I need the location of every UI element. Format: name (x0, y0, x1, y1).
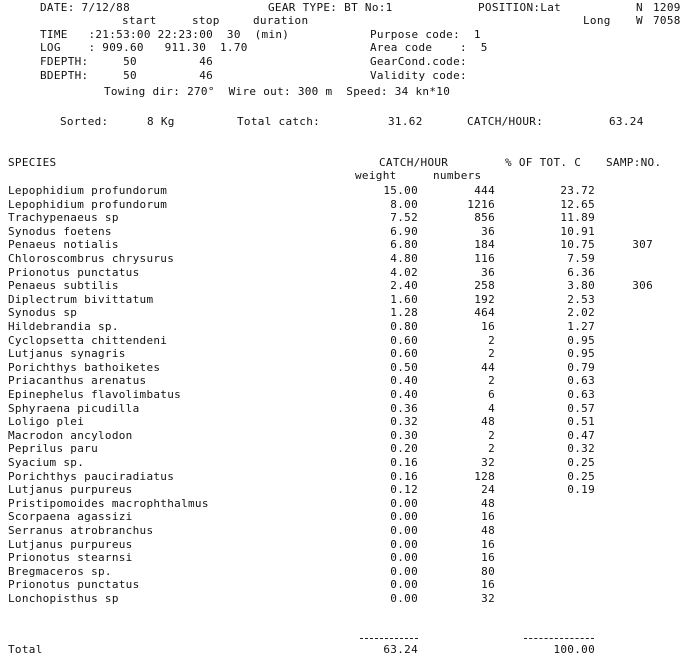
total-pct: 100.00 (553, 643, 595, 656)
row-species: Lutjanus synagris (8, 347, 126, 360)
row-numbers: 184 (474, 238, 495, 251)
row-weight: 0.00 (390, 551, 418, 564)
row-weight: 0.80 (390, 320, 418, 333)
row-numbers: 48 (481, 497, 495, 510)
row-weight: 6.80 (390, 238, 418, 251)
row-pct: 11.89 (560, 211, 595, 224)
row-numbers: 16 (481, 538, 495, 551)
row-weight: 0.12 (390, 483, 418, 496)
row-pct: 23.72 (560, 184, 595, 197)
row-numbers: 48 (481, 524, 495, 537)
header-fdepth-line: FDEPTH: 50 46 (40, 55, 214, 68)
row-pct: 0.63 (567, 388, 595, 401)
row-pct: 6.36 (567, 266, 595, 279)
row-pct: 12.65 (560, 198, 595, 211)
row-species: Porichthys pauciradiatus (8, 470, 175, 483)
row-pct: 2.02 (567, 306, 595, 319)
row-species: Chloroscombrus chrysurus (8, 252, 175, 265)
header-lat-value: 1209 (653, 1, 681, 14)
row-pct: 7.59 (567, 252, 595, 265)
row-species: Lutjanus purpureus (8, 483, 133, 496)
row-numbers: 48 (481, 415, 495, 428)
row-species: Epinephelus flavolimbatus (8, 388, 182, 401)
row-weight: 0.50 (390, 361, 418, 374)
row-species: Serranus atrobranchus (8, 524, 154, 537)
row-numbers: 856 (474, 211, 495, 224)
row-numbers: 24 (481, 483, 495, 496)
table-header-catch-hour: CATCH/HOUR (379, 156, 449, 169)
row-numbers: 16 (481, 320, 495, 333)
row-weight: 0.00 (390, 497, 418, 510)
row-numbers: 16 (481, 551, 495, 564)
row-weight: 0.00 (390, 538, 418, 551)
row-weight: 0.16 (390, 470, 418, 483)
row-species: Syacium sp. (8, 456, 85, 469)
row-pct: 0.47 (567, 429, 595, 442)
row-species: Porichthys bathoiketes (8, 361, 161, 374)
row-pct: 0.25 (567, 456, 595, 469)
row-weight: 8.00 (390, 198, 418, 211)
row-weight: 4.02 (390, 266, 418, 279)
header-bdepth-line: BDEPTH: 50 46 (40, 69, 214, 82)
summary-cph-value: 63.24 (609, 115, 644, 128)
row-species: Synodus sp (8, 306, 78, 319)
row-pct: 0.51 (567, 415, 595, 428)
row-species: Prionotus punctatus (8, 578, 140, 591)
header-col-start: start (122, 14, 157, 27)
row-weight: 1.28 (390, 306, 418, 319)
row-species: Penaeus notialis (8, 238, 119, 251)
total-weight: 63.24 (383, 643, 418, 656)
row-species: Lepophidium profundorum (8, 198, 168, 211)
row-weight: 0.32 (390, 415, 418, 428)
total-weight-rule (360, 638, 418, 639)
row-numbers: 36 (481, 225, 495, 238)
row-pct: 0.79 (567, 361, 595, 374)
row-species: Macrodon ancylodon (8, 429, 133, 442)
header-towing-line: Towing dir: 270° Wire out: 300 m Speed: 34 kn*10 (104, 85, 451, 98)
table-header-sample-no: SAMP:NO. (606, 156, 662, 169)
summary-total-value: 31.62 (388, 115, 423, 128)
row-weight: 7.52 (390, 211, 418, 224)
row-numbers: 464 (474, 306, 495, 319)
summary-sorted-label: Sorted: (60, 115, 109, 128)
row-species: Sphyraena picudilla (8, 402, 140, 415)
row-pct: 0.95 (567, 347, 595, 360)
row-numbers: 4 (488, 402, 495, 415)
row-numbers: 1216 (467, 198, 495, 211)
header-area-code: Area code : 5 (370, 41, 488, 54)
header-lat-hemisphere: N (636, 1, 643, 14)
row-numbers: 2 (488, 334, 495, 347)
header-time-line: TIME :21:53:00 22:23:00 30 (min) (40, 28, 290, 41)
row-numbers: 116 (474, 252, 495, 265)
row-pct: 2.53 (567, 293, 595, 306)
row-sample-no: 306 (632, 279, 653, 292)
row-species: Penaeus subtilis (8, 279, 119, 292)
row-numbers: 6 (488, 388, 495, 401)
row-weight: 0.00 (390, 524, 418, 537)
row-weight: 0.40 (390, 374, 418, 387)
row-pct: 0.25 (567, 470, 595, 483)
row-weight: 0.30 (390, 429, 418, 442)
row-weight: 0.20 (390, 442, 418, 455)
row-weight: 0.60 (390, 334, 418, 347)
row-species: Cyclopsetta chittendeni (8, 334, 168, 347)
row-species: Peprilus paru (8, 442, 98, 455)
row-numbers: 80 (481, 565, 495, 578)
row-species: Bregmaceros sp. (8, 565, 112, 578)
row-species: Trachypenaeus sp (8, 211, 119, 224)
row-weight: 4.80 (390, 252, 418, 265)
row-species: Prionotus punctatus (8, 266, 140, 279)
row-numbers: 444 (474, 184, 495, 197)
row-species: Prionotus stearnsi (8, 551, 133, 564)
table-header-pct-total: % OF TOT. C (505, 156, 582, 169)
header-date: DATE: 7/12/88 (40, 1, 130, 14)
row-numbers: 2 (488, 442, 495, 455)
row-numbers: 32 (481, 592, 495, 605)
row-numbers: 128 (474, 470, 495, 483)
summary-total-label: Total catch: (237, 115, 321, 128)
summary-cph-label: CATCH/HOUR: (467, 115, 544, 128)
row-pct: 0.95 (567, 334, 595, 347)
row-pct: 3.80 (567, 279, 595, 292)
row-numbers: 44 (481, 361, 495, 374)
total-label: Total (8, 643, 43, 656)
row-species: Lonchopisthus sp (8, 592, 119, 605)
row-numbers: 32 (481, 456, 495, 469)
row-weight: 0.00 (390, 565, 418, 578)
row-pct: 0.19 (567, 483, 595, 496)
row-species: Pristipomoides macrophthalmus (8, 497, 209, 510)
row-numbers: 2 (488, 347, 495, 360)
row-weight: 0.60 (390, 347, 418, 360)
summary-sorted-value: 8 Kg (147, 115, 175, 128)
row-weight: 0.00 (390, 510, 418, 523)
row-species: Lepophidium profundorum (8, 184, 168, 197)
row-species: Lutjanus purpureus (8, 538, 133, 551)
header-purpose-code: Purpose code: 1 (370, 28, 481, 41)
row-numbers: 16 (481, 578, 495, 591)
header-long-value: 7058 (653, 14, 681, 27)
table-subheader-numbers: numbers (433, 169, 482, 182)
row-weight: 0.40 (390, 388, 418, 401)
header-long-label: Long (583, 14, 611, 27)
row-weight: 1.60 (390, 293, 418, 306)
row-weight: 15.00 (383, 184, 418, 197)
row-numbers: 192 (474, 293, 495, 306)
row-numbers: 258 (474, 279, 495, 292)
row-species: Synodus foetens (8, 225, 112, 238)
row-numbers: 2 (488, 374, 495, 387)
total-pct-rule (524, 638, 594, 639)
row-weight: 0.16 (390, 456, 418, 469)
row-weight: 2.40 (390, 279, 418, 292)
row-pct: 0.57 (567, 402, 595, 415)
row-species: Hildebrandia sp. (8, 320, 119, 333)
row-pct: 0.63 (567, 374, 595, 387)
header-long-hemisphere: W (636, 14, 643, 27)
table-subheader-weight: weight (355, 169, 397, 182)
header-gearcond-code: GearCond.code: (370, 55, 467, 68)
header-gear-type: GEAR TYPE: BT No:1 (268, 1, 393, 14)
header-log-line: LOG : 909.60 911.30 1.70 (40, 41, 248, 54)
row-species: Priacanthus arenatus (8, 374, 147, 387)
row-pct: 10.75 (560, 238, 595, 251)
row-weight: 6.90 (390, 225, 418, 238)
header-col-duration: duration (253, 14, 309, 27)
row-species: Scorpaena agassizi (8, 510, 133, 523)
header-col-stop: stop (192, 14, 220, 27)
row-weight: 0.00 (390, 578, 418, 591)
row-pct: 0.32 (567, 442, 595, 455)
row-species: Diplectrum bivittatum (8, 293, 154, 306)
row-pct: 1.27 (567, 320, 595, 333)
header-position: POSITION:Lat (478, 1, 562, 14)
row-pct: 10.91 (560, 225, 595, 238)
row-sample-no: 307 (632, 238, 653, 251)
header-validity-code: Validity code: (370, 69, 467, 82)
row-weight: 0.00 (390, 592, 418, 605)
row-weight: 0.36 (390, 402, 418, 415)
row-species: Loligo plei (8, 415, 85, 428)
row-numbers: 16 (481, 510, 495, 523)
table-header-species: SPECIES (8, 156, 57, 169)
row-numbers: 36 (481, 266, 495, 279)
row-numbers: 2 (488, 429, 495, 442)
